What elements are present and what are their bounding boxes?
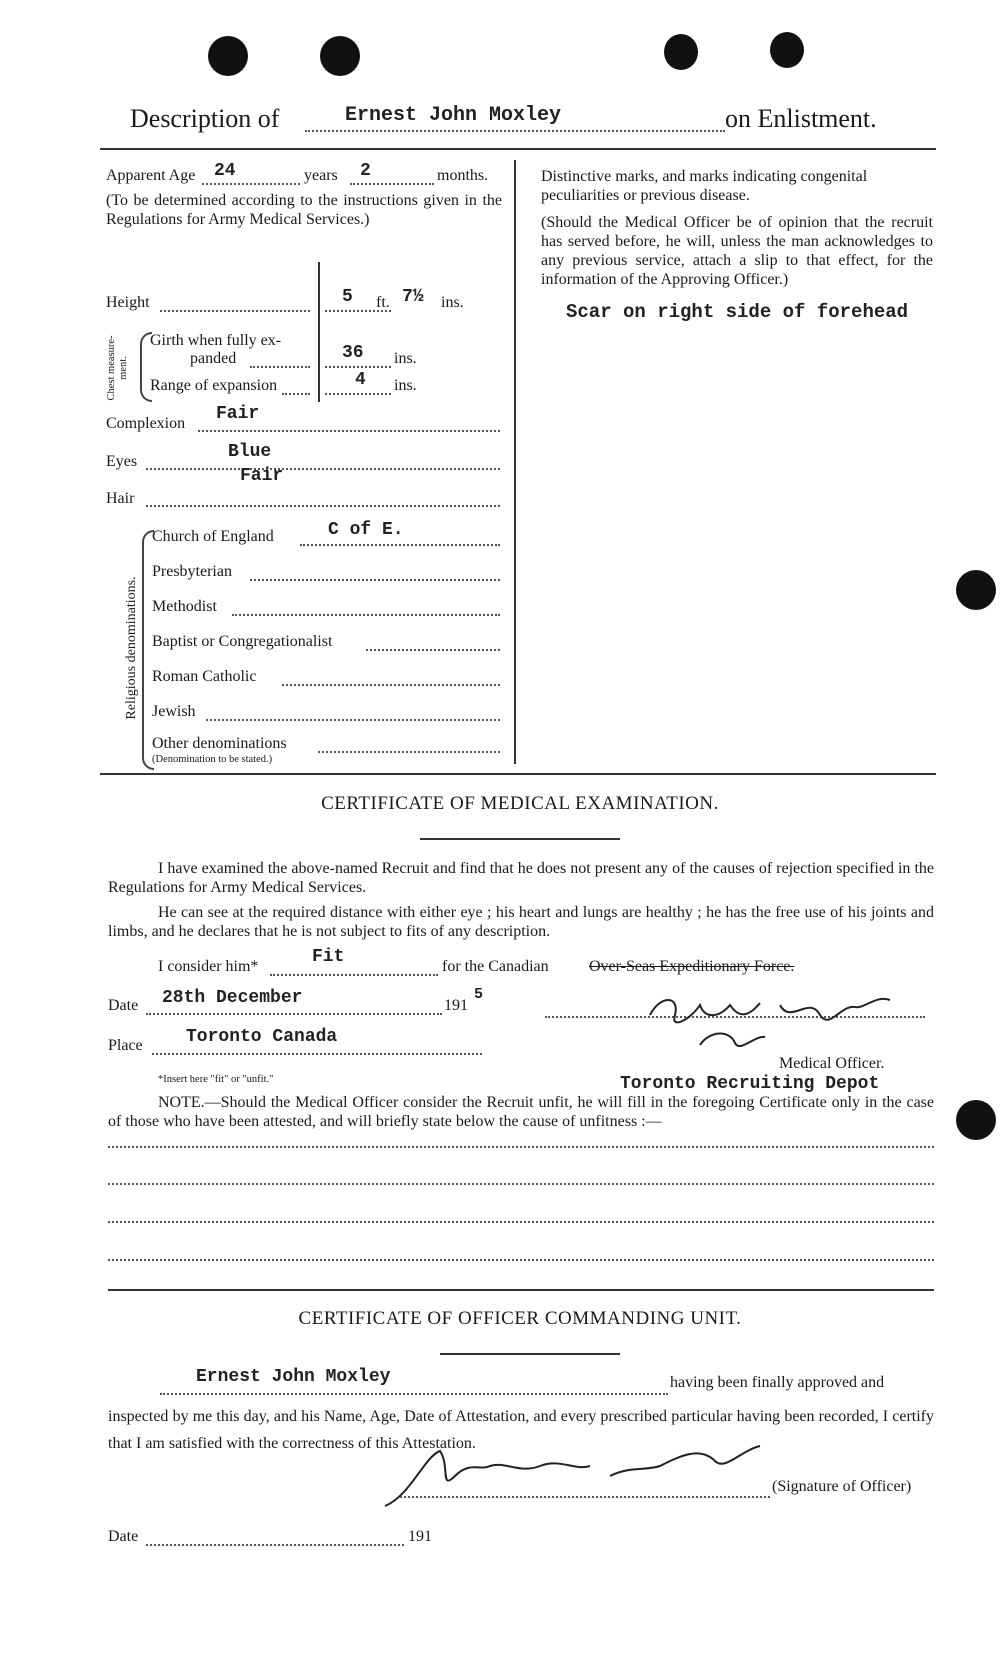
complexion-line xyxy=(198,430,500,432)
insert-note: *Insert here "fit" or "unfit." xyxy=(158,1074,274,1085)
age-years-line xyxy=(202,183,300,185)
punch-hole xyxy=(956,570,996,610)
signature-line xyxy=(400,1496,770,1498)
religion-label: Church of England xyxy=(152,528,274,545)
religion-label: Presbyterian xyxy=(152,563,232,580)
header-recruit-name: Ernest John Moxley xyxy=(345,104,562,127)
range-line xyxy=(282,393,310,395)
medical-title: CERTIFICATE OF MEDICAL EXAMINATION. xyxy=(321,793,719,814)
medical-para-2: He can see at the required distance with either eye ; his heart and lungs are healthy ; he has the free use of his joints and limbs, and he declares that he is not subject to fits of any description. xyxy=(108,904,934,940)
for-label: for the Canadian xyxy=(442,958,549,975)
consider-line xyxy=(270,974,438,976)
height-line xyxy=(160,310,310,312)
religion-group-label: Religious denominations. xyxy=(124,576,139,720)
other-denom-note: (Denomination to be stated.) xyxy=(152,754,273,765)
commanding-title: CERTIFICATE OF OFFICER COMMANDING UNIT. xyxy=(298,1308,742,1329)
years-label: years xyxy=(304,167,338,184)
girth-unit: ins. xyxy=(394,350,417,367)
religion-line xyxy=(318,751,500,753)
commanding-name-line xyxy=(160,1393,668,1395)
unfitness-line xyxy=(108,1146,934,1148)
ins-label: ins. xyxy=(441,294,464,311)
consider-value: Fit xyxy=(312,947,345,967)
commanding-line1-suffix: having been finally approved and xyxy=(670,1374,885,1391)
religion-label: Jewish xyxy=(152,703,196,720)
medical-para-1: I have examined the above-named Recruit and find that he does not present any of the causes of rejection specified in the Regulations for Army Medical Services. xyxy=(108,860,934,896)
ft-label: ft. xyxy=(376,294,390,311)
height-ins-value: 7½ xyxy=(402,287,424,307)
range-value-line xyxy=(325,393,391,395)
header-title-suffix: on Enlistment. xyxy=(725,104,877,133)
punch-hole xyxy=(956,1100,996,1140)
commanding-para: inspected by me this day, and his Name, Age, Date of Attestation, and every prescribed particular having been recorded, I certify that I am satisfied with the correctness of this Attestation. xyxy=(108,1408,934,1452)
religion-line xyxy=(206,719,500,721)
top-rule xyxy=(100,148,936,150)
date-label: Date xyxy=(108,997,139,1014)
place-label: Place xyxy=(108,1037,143,1054)
range-value: 4 xyxy=(355,370,366,390)
complexion-value: Fair xyxy=(216,404,260,424)
center-divider xyxy=(514,160,516,764)
girth-label-1: Girth when fully ex- xyxy=(150,332,282,349)
commanding-name-value: Ernest John Moxley xyxy=(196,1367,391,1387)
girth-label-2: panded xyxy=(190,350,237,367)
date-line xyxy=(146,1013,442,1015)
girth-value: 36 xyxy=(342,343,364,363)
apparent-age-label: Apparent Age xyxy=(106,167,196,184)
mid-rule xyxy=(100,773,936,775)
religion-line xyxy=(300,544,500,546)
girth-line xyxy=(250,366,310,368)
year-prefix: 191 xyxy=(444,997,468,1014)
age-years-value: 24 xyxy=(214,161,236,181)
religion-line xyxy=(282,684,500,686)
marks-heading: Distinctive marks, and marks indicating congenital peculiarities or previous disease. xyxy=(541,168,868,204)
measure-divider xyxy=(318,262,320,402)
place-line xyxy=(152,1053,482,1055)
punch-hole xyxy=(770,32,804,68)
date-value: 28th December xyxy=(162,988,303,1008)
range-unit: ins. xyxy=(394,377,417,394)
lower-rule xyxy=(108,1289,934,1291)
range-label: Range of expansion xyxy=(150,377,278,394)
months-label: months. xyxy=(437,167,489,184)
height-ft-value: 5 xyxy=(342,287,353,307)
hair-label: Hair xyxy=(106,490,135,507)
commanding-officer-signature xyxy=(380,1436,800,1516)
religion-line xyxy=(366,649,500,651)
age-months-value: 2 xyxy=(360,161,371,181)
place-value: Toronto Canada xyxy=(186,1027,338,1047)
year-suffix: 5 xyxy=(474,986,484,1003)
signature-label: (Signature of Officer) xyxy=(772,1478,912,1495)
punch-hole xyxy=(320,36,360,76)
marks-value: Scar on right side of forehead xyxy=(566,301,909,323)
religion-line xyxy=(250,579,500,581)
commanding-year-label: 191 xyxy=(408,1528,432,1545)
hair-line xyxy=(146,505,500,507)
age-months-line xyxy=(350,183,434,185)
punch-hole xyxy=(664,34,698,70)
unfitness-line xyxy=(108,1259,934,1261)
header-title-prefix: Description of xyxy=(130,104,280,133)
girth-value-line xyxy=(325,366,391,368)
religion-line xyxy=(232,614,500,616)
header-name-line xyxy=(305,130,725,132)
chest-label: Chest measure-ment. xyxy=(106,335,129,401)
medical-title-rule xyxy=(420,838,620,840)
force-struck: Over-Seas Expeditionary Force. xyxy=(589,958,795,975)
eyes-label: Eyes xyxy=(106,453,138,470)
medical-note: NOTE.—Should the Medical Officer consider the Recruit unfit, he will fill in the foregoing Certificate only in the case of those who have been attested, and will briefly state below the cause of unfitness :— xyxy=(108,1094,934,1130)
complexion-label: Complexion xyxy=(106,415,186,432)
religion-label: Baptist or Congregationalist xyxy=(152,633,333,650)
medical-officer-label: Medical Officer. xyxy=(779,1055,885,1072)
medical-officer-signature xyxy=(640,975,900,1055)
height-label: Height xyxy=(106,294,150,311)
consider-label: I consider him* xyxy=(158,958,259,975)
commanding-title-rule xyxy=(440,1353,620,1355)
commanding-date-line xyxy=(146,1544,404,1546)
punch-hole xyxy=(208,36,248,76)
marks-note: (Should the Medical Officer be of opinion that the recruit has served before, he will, unless the man acknowledges to any previous service, attach a slip to that effect, for the information of the Approving Officer.) xyxy=(541,214,933,288)
unfitness-line xyxy=(108,1183,934,1185)
religion-value: C of E. xyxy=(328,520,404,540)
hair-value: Fair xyxy=(240,466,284,486)
religion-label: Roman Catholic xyxy=(152,668,257,685)
religion-label: Methodist xyxy=(152,598,217,615)
age-note: (To be determined according to the instructions given in the Regulations for Army Medical Services.) xyxy=(106,192,502,228)
unfitness-line xyxy=(108,1221,934,1223)
medical-officer-stamp: Toronto Recruiting Depot xyxy=(620,1074,880,1094)
eyes-line xyxy=(146,468,500,470)
eyes-value: Blue xyxy=(228,442,272,462)
commanding-date-label: Date xyxy=(108,1528,139,1545)
religion-label: Other denominations xyxy=(152,735,287,752)
